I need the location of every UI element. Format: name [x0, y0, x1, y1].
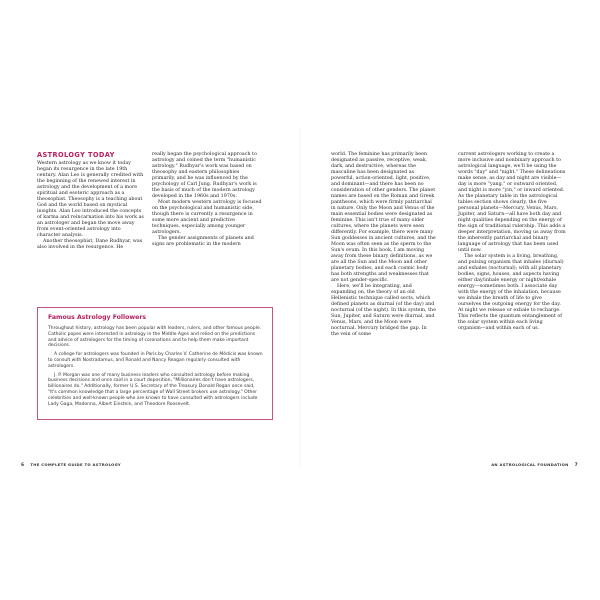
sidebar-paragraph: A college for astrologers was founded in Paris by Charles V. Catherine de Médicis was known to consult with Nostradamus, and Ronald and Nancy Reagan regularly consulted with astrologers.: [48, 352, 263, 369]
footer-right: [491, 462, 578, 468]
paragraph: The gender assignments of planets and signs are problematic in the modern: [152, 236, 254, 247]
paragraph: world. The feminine has primarily been designated as passive, receptive, weak, dark, and destructive, whereas the masculine has been designated as powerful, action-oriented, light, positive, and dominant—and there has been no consideration of other genders. The planet names are based on the Roman and Greek pantheons, which were firmly patriarchal in nature. Only the Moon and Venus of the main essential bodies were designated as feminine. This isn't true of many older cultures, where the planets were seen differently. For example, there were many Sun goddesses in ancient cultures, and the Moon was often seen as the sperm to the Sun's ovum. In this book, I am moving away from these binary definitions, as we are all the Sun and the Moon and other planetary bodies, and each cosmic body has both strengths and weaknesses that are not gender-specific.: [331, 152, 436, 283]
text-column-1: [37, 161, 144, 251]
sidebar-title: Famous Astrology Followers: [48, 314, 147, 321]
sidebar-paragraph: Throughout history, astrology has been popular with leaders, rulers, and other famous people. Catholic popes were interested in astrology in the Middle Ages and relied on the predictions and advice of astrologers for the timing of coronations and to help them make important decisions.: [48, 326, 262, 349]
sidebar-box: [37, 307, 273, 420]
text-column-3: [331, 152, 436, 338]
paragraph: current astrologers working to create a more inclusive and nonbinary approach to astrological language, we'll be using the words "day" and "night." These delineations make sense, as day and night are visible—day is more "yang," or outward oriented, and night is more "yin," or inward oriented. As the planetary table in the astrological tables section shows clearly, the five personal planets—Mercury, Venus, Mars, Jupiter, and Saturn—all have both day and night qualities depending on the energy of the sign of traditional rulership. This adds a deeper interpretation, moving us away from the inherently patriarchal and binary language of astrology that has been used until now.: [458, 152, 566, 253]
paragraph: Western astrology as we know it today began its resurgence in the late 19th century. Alan Leo is generally credited with the beginning of the renewed interest in astrology and the development of a more spiritual and esoteric approach as a theosophist. Theosophy is a teaching about God and the world based on mystical insights. Alan Leo introduced the concepts of karma and reincarnation into his work as an astrologer and began the move away from event-oriented astrology into character analysis.: [37, 161, 144, 238]
paragraph: Another theosophist, Dane Rudhyar, was also involved in the resurgence. He: [37, 239, 143, 250]
section-heading: ASTROLOGY TODAY: [37, 151, 115, 159]
footer-left: [21, 462, 121, 468]
page-number-right: 7: [574, 463, 578, 468]
text-column-2: [152, 152, 262, 248]
page-number-left: 6: [21, 463, 25, 468]
paragraph: Most modern western astrology is focused on the psychological and humanistic side, though there is currently a resurgence in some more ancient and predictive techniques, especially among younger astrologers.: [152, 200, 262, 235]
running-head-right: AN ASTROLOGICAL FOUNDATION: [491, 462, 569, 467]
running-head-left: THE COMPLETE GUIDE TO ASTROLOGY: [30, 462, 121, 467]
paragraph: The solar system is a living, breathing, and pulsing organism that inhales (diurnal) and exhales (nocturnal); with all planetary bodies, signs, houses, and aspects having either day/inhale energy or night/exhale energy—sometimes both. I associate day with the energy of the inhalation, because we inhale the breath of life to give ourselves the outgoing energy for the day. At night we release or exhale to recharge. This reflects the quantum entanglement of the solar system within each living organism—and within each of us.: [458, 254, 564, 331]
paragraph: really began the psychological approach to astrology and coined the term "humanistic astrology." Rudhyar's work was based on theosophy and eastern philosophies primarily, and he was influenced by the psychology of Carl Jung. Rudhyar's work is the basis of much of the modern astrology developed in the 1960s and 1970s.: [152, 152, 257, 199]
sidebar-paragraph: J. P. Morgan was one of many business leaders who consulted astrology before making business decisions and once said in a court deposition, "Millionaires don't have astrologers, billionaires do." Additionally, former U.S. Secretary of the Treasury Donald Regan once said, "It's common knowledge that a large percentage of Wall Street brokers use astrology." Other celebrities and well-known people who are known to have consulted with astrologers include Lady Gaga, Madonna, Albert Einstein, and Theodore Roosevelt.: [48, 372, 258, 407]
text-column-4: [458, 152, 566, 332]
paragraph: Here, we'll be integrating, and expanding on, the theory of an old Hellenistic technique called sects, which defined planets as diurnal (of the day) and nocturnal (of the night). In this system, the Sun, Jupiter, and Saturn were diurnal, and Venus, Mars, and the Moon were nocturnal. Mercury bridged the gap. In the vein of some: [331, 284, 436, 337]
